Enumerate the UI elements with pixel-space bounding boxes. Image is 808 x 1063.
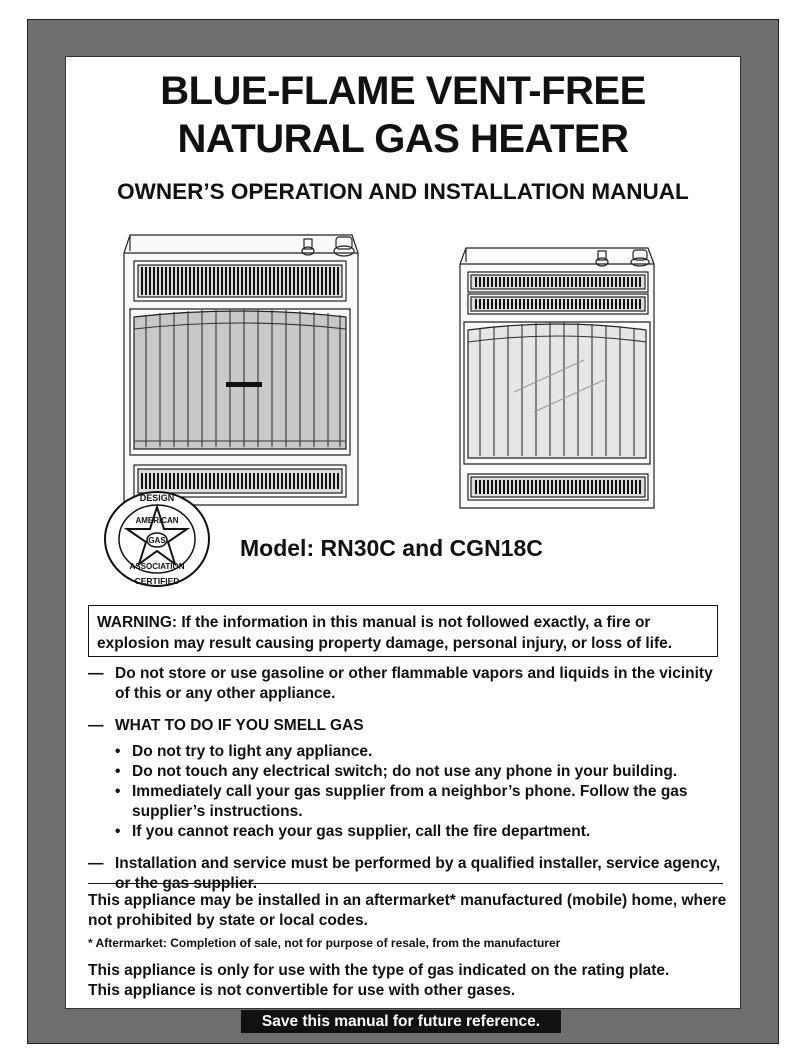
heater-illustration-small	[454, 242, 664, 512]
safety-item-heading: WHAT TO DO IF YOU SMELL GAS	[115, 717, 364, 734]
gas-type-note-2: This appliance is not convertible for use with other gases.	[88, 982, 516, 999]
list-item	[88, 782, 723, 822]
mobile-home-note: This appliance may be installed in an aftermarket* manufactured (mobile) home, where not prohibited by state or local codes.	[88, 892, 727, 929]
aftermarket-footnote: * Aftermarket: Completion of sale, not for purpose of resale, from the manufacturer	[88, 936, 561, 950]
list-item	[88, 822, 723, 842]
safety-item-flammable	[88, 664, 723, 704]
list-item-text: Do not try to light any appliance.	[132, 743, 373, 760]
bullet-marker: •	[115, 763, 121, 780]
seal-top-text: DESIGN	[139, 493, 175, 503]
title-line-2: NATURAL GAS HEATER	[177, 117, 629, 161]
list-item-text: If you cannot reach your gas supplier, call the fire department.	[132, 823, 591, 840]
cover-panel	[65, 56, 741, 1009]
dash-marker: —	[88, 717, 104, 734]
title-line-1: BLUE-FLAME VENT-FREE	[160, 69, 646, 113]
manual-subtitle: OWNER’S OPERATION AND INSTALLATION MANUAL	[117, 179, 689, 204]
gas-type-note-1: This appliance is only for use with the type of gas indicated on the rating plate.	[88, 962, 670, 979]
aga-certification-seal	[102, 489, 212, 589]
smell-gas-list	[88, 742, 723, 842]
safety-item-smell-gas	[88, 716, 723, 736]
seal-center-text: GAS	[148, 536, 166, 545]
section-divider	[88, 883, 723, 884]
list-item-text: Do not touch any electrical switch; do not use any phone in your building.	[132, 763, 678, 780]
heater-illustration-large	[118, 229, 368, 509]
list-item	[88, 762, 723, 782]
bullet-marker: •	[115, 743, 121, 760]
safety-item-text: Do not store or use gasoline or other flammable vapors and liquids in the vicinity of this or any other appliance.	[115, 665, 713, 702]
seal-bottom-text: CERTIFIED	[134, 576, 180, 586]
model-number: Model: RN30C and CGN18C	[240, 535, 543, 561]
safety-item-text: Installation and service must be performed by a qualified installer, service agency, or the gas supplier.	[115, 855, 721, 892]
list-item	[88, 742, 723, 762]
dash-marker: —	[88, 855, 104, 872]
bullet-marker: •	[115, 823, 121, 840]
list-item-text: Immediately call your gas supplier from a neighbor’s phone. Follow the gas supplier’s instructions.	[132, 783, 688, 820]
dash-marker: —	[88, 665, 104, 682]
save-manual-banner: Save this manual for future reference.	[241, 1010, 561, 1033]
seal-lower-text: ASSOCIATION	[129, 562, 185, 571]
warning-box: WARNING: If the information in this manual is not followed exactly, a fire or explosion may result causing property damage, personal injury, or loss of life.	[88, 605, 718, 657]
safety-instructions	[88, 664, 723, 894]
bullet-marker: •	[115, 783, 121, 800]
safety-item-installation	[88, 854, 723, 894]
seal-ring-text: AMERICAN	[135, 516, 179, 525]
